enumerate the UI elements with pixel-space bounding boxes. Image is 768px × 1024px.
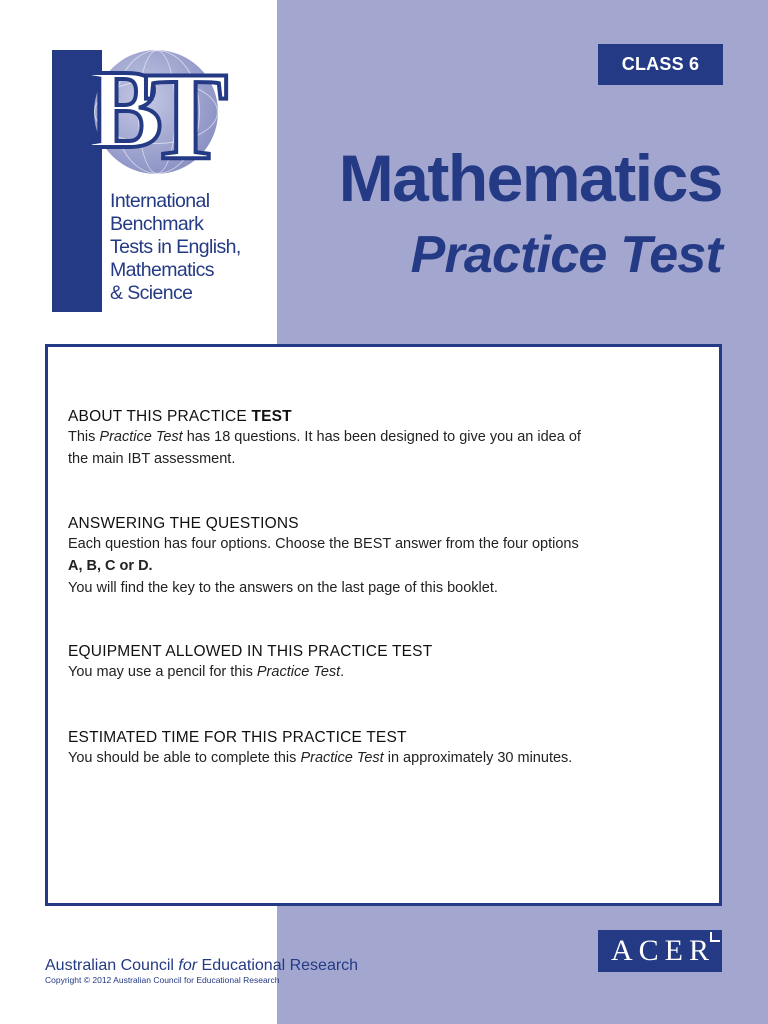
text-span: has 18 questions. It has been designed to give you an idea of (182, 429, 581, 445)
text-italic: Practice Test (300, 750, 384, 766)
instructions-box (45, 344, 722, 906)
section-text: You will find the key to the answers on the last page of this booklet. (68, 580, 498, 596)
section-heading (68, 408, 688, 426)
section-about (68, 408, 688, 470)
text-italic: for (178, 957, 198, 974)
logo-letter-b: B (88, 48, 163, 172)
text-span: Australian Council (45, 957, 179, 974)
section-heading: ESTIMATED TIME FOR THIS PRACTICE TEST (68, 729, 407, 746)
page-title: Mathematics (338, 141, 722, 215)
logo-line: International (110, 190, 210, 212)
text-span: You may use a pencil for this (68, 664, 257, 680)
section-text (68, 661, 688, 683)
text-span: You should be able to complete this (68, 750, 301, 766)
section-answering (68, 515, 688, 599)
logo-line: Mathematics (110, 259, 214, 281)
section-text-bold: A, B, C or D. (68, 558, 153, 574)
text-italic: Practice Test (256, 664, 341, 680)
section-heading: EQUIPMENT ALLOWED IN THIS PRACTICE TEST (68, 643, 433, 660)
acer-logo (598, 930, 722, 972)
text-italic: Practice Test (99, 429, 183, 445)
section-text (68, 747, 688, 769)
text-span: This (68, 429, 100, 445)
logo-line: Benchmark (110, 213, 204, 235)
text-span: . (340, 664, 345, 680)
copyright-text: Copyright © 2012 Australian Council for Educational Research (45, 975, 280, 985)
section-text: the main IBT assessment. (68, 451, 236, 467)
logo-line: & Science (110, 282, 193, 304)
class-badge: CLASS 6 (598, 44, 723, 85)
heading-text: ABOUT THIS PRACTICE (68, 408, 252, 425)
section-text (68, 426, 688, 448)
heading-bold-text: TEST (251, 408, 292, 425)
council-name (45, 957, 358, 975)
logo-letter-t: T (144, 47, 229, 186)
ibt-logo (52, 48, 252, 313)
text-span: in approximately 30 minutes. (383, 750, 573, 766)
acer-logo-text: ACER (610, 934, 715, 967)
text-span: Educational Research (197, 957, 359, 974)
page-subtitle: Practice Test (410, 226, 722, 284)
acer-tick-icon (710, 932, 720, 942)
section-heading: ANSWERING THE QUESTIONS (68, 515, 299, 532)
logo-line: Tests in English, (110, 236, 241, 258)
section-equipment (68, 643, 688, 683)
section-time (68, 729, 688, 769)
logo-text (110, 190, 241, 305)
section-text: Each question has four options. Choose the BEST answer from the four options (68, 536, 579, 552)
